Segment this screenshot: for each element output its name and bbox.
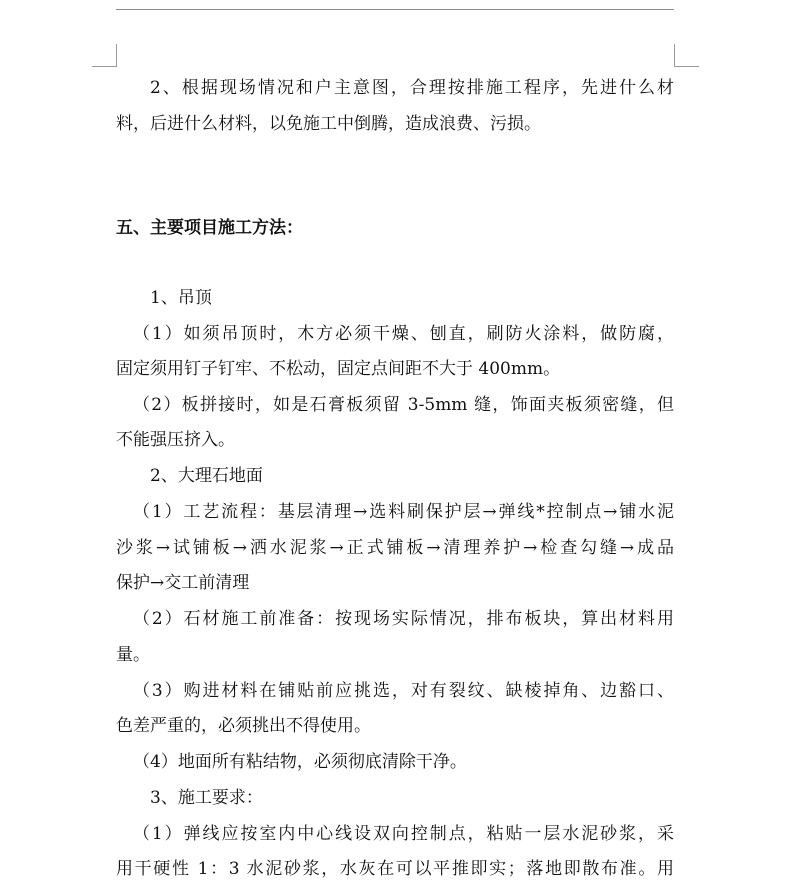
subsection-heading: 1、吊顶	[150, 288, 212, 308]
paragraph-line: 量。	[116, 645, 150, 665]
paragraph-line: 用干硬性 1：3 水泥砂浆，水灰在可以平推即实；落地即散布准。用	[116, 859, 674, 879]
section-heading: 五、主要项目施工方法：	[116, 218, 303, 238]
paragraph-line: 固定须用钉子钉牢、不松动，固定点间距不大于 400mm。	[116, 359, 561, 379]
margin-corner-mark-left	[92, 44, 117, 67]
paragraph-line: （4）地面所有粘结物，必须彻底清除干净。	[133, 752, 467, 772]
paragraph-line: （1）工艺流程：基层清理→选料刷保护层→弹线*控制点→铺水泥	[133, 502, 674, 522]
paragraph-line: 料，后进什么材料，以免施工中倒腾，造成浪费、污损。	[116, 114, 541, 134]
subsection-heading: 3、施工要求：	[150, 788, 263, 808]
paragraph-line: （1）如须吊顶时，木方必须干燥、刨直，刷防火涂料，做防腐，	[133, 324, 674, 344]
paragraph-line: （2）石材施工前准备：按现场实际情况，排布板块，算出材料用	[133, 609, 674, 629]
paragraph-line: （3）购进材料在铺贴前应挑选，对有裂纹、缺棱掉角、边豁口、	[133, 681, 674, 701]
subsection-heading: 2、大理石地面	[150, 466, 263, 486]
header-rule	[116, 9, 674, 10]
paragraph-line: 保护→交工前清理	[116, 573, 250, 593]
paragraph-line: 沙浆→试铺板→洒水泥浆→正式铺板→清理养护→检查勾缝→成品	[116, 538, 674, 558]
margin-corner-mark-right	[674, 44, 699, 67]
paragraph-line: 2、根据现场情况和户主意图，合理按排施工程序，先进什么材	[150, 78, 674, 98]
paragraph-line: （2）板拼接时，如是石膏板须留 3-5mm 缝，饰面夹板须密缝，但	[133, 395, 674, 415]
paragraph-line: 色差严重的，必须挑出不得使用。	[116, 716, 371, 736]
paragraph-line: （1）弹线应按室内中心线设双向控制点，粘贴一层水泥砂浆，采	[133, 824, 674, 844]
paragraph-line: 不能强压挤入。	[116, 430, 235, 450]
